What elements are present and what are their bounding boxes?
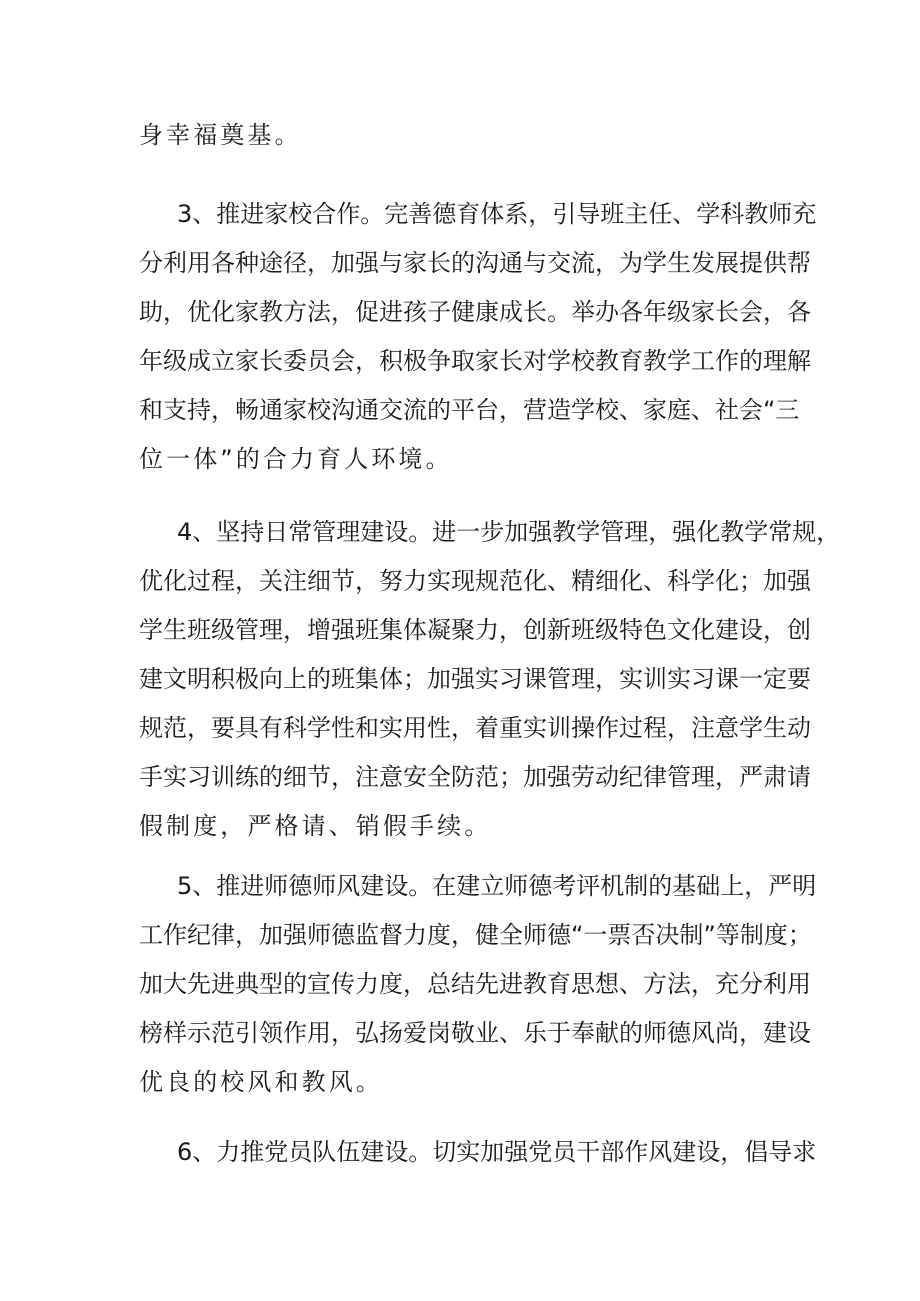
paragraph-line: 学生班级管理，增强班集体凝聚力，创新班级特色文化建设，创 [139,616,811,644]
paragraph-line: 建文明积极向上的班集体；加强实习课管理，实训实习课一定要 [139,665,811,693]
paragraph-line: 6、力推党员队伍建设。切实加强党员干部作风建设，倡导求 [177,1138,817,1166]
paragraph-line: 规范，要具有科学性和实用性，着重实训操作过程，注意学生动 [139,714,811,742]
paragraph-line: 假制度，严格请、销假手续。 [139,812,492,840]
paragraph-line: 加大先进典型的宣传力度，总结先进教育思想、方法，充分利用 [139,970,811,998]
paragraph-line: 分利用各种途径，加强与家长的沟通与交流，为学生发展提供帮 [139,249,811,277]
paragraph-line: 助，优化家教方法，促进孩子健康成长。举办各年级家长会，各 [139,298,811,326]
paragraph-line: 4、坚持日常管理建设。进一步加强教学管理，强化教学常规， [177,518,841,546]
paragraph-line: 优化过程，关注细节，努力实现规范化、精细化、科学化；加强 [139,567,811,595]
paragraph-line: 和支持，畅通家校沟通交流的平台，营造学校、家庭、社会“三 [139,396,800,424]
paragraph-line: 优良的校风和教风。 [139,1068,383,1096]
paragraph-line: 位一体”的合力育人环境。 [139,445,453,473]
paragraph-line: 身幸福奠基。 [139,121,302,149]
paragraph-line: 手实习训练的细节，注意安全防范；加强劳动纪律管理，严肃请 [139,763,811,791]
paragraph-line: 榜样示范引领作用，弘扬爱岗敬业、乐于奉献的师德风尚，建设 [139,1019,811,1047]
paragraph-line: 5、推进师德师风建设。在建立师德考评机制的基础上，严明 [177,872,817,900]
paragraph-line: 3、推进家校合作。完善德育体系，引导班主任、学科教师充 [177,200,817,228]
paragraph-line: 工作纪律，加强师德监督力度，健全师德“一票否决制”等制度； [139,921,812,949]
paragraph-line: 年级成立家长委员会，积极争取家长对学校教育教学工作的理解 [139,347,811,375]
